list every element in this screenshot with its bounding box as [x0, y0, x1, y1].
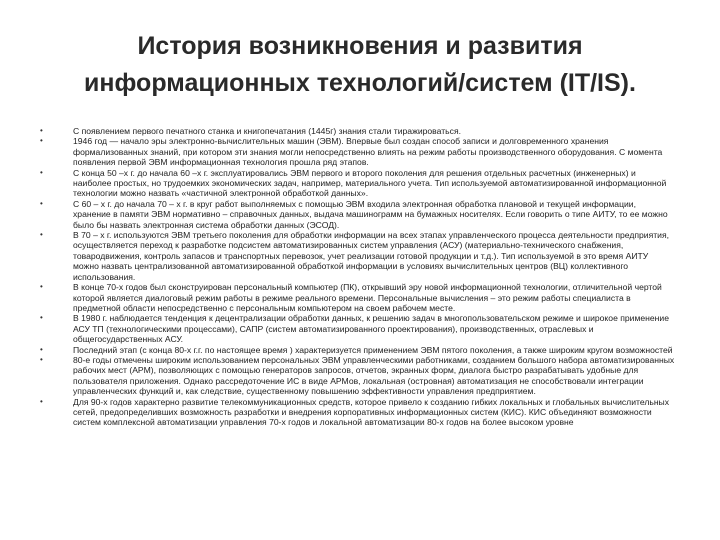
bullet-marker: • [40, 126, 43, 135]
bullet-list [40, 126, 675, 428]
bullet-item [40, 136, 675, 167]
bullet-item [40, 397, 675, 428]
bullet-item [40, 355, 675, 397]
bullet-item [40, 199, 675, 230]
title-line-2: информационных технологий/систем (IT/IS). [84, 69, 636, 97]
bullet-text: Для 90-х годов характерно развитие телекоммуникационных средств, которое привело к созданию гибких локальных и глобальных вычислительных сетей, предопределивших возможность разработки и внедрения корпоративных информационных систем (КИС). КИС объединяют возможности систем комплексной автоматизации управления 70-х годов и локальной автоматизации 80-х годов на более высоком уровне [73, 396, 670, 428]
bullet-text: 1946 год — начало эры электронно-вычислительных машин (ЭВМ). Впервые был создан способ записи и долговременного хранения формализованных знаний, при котором эти знания могли непосредственно влиять на режим работы производственного оборудования. С момента появления первой ЭВМ информационная технология прошла ряд этапов. [73, 136, 663, 168]
bullet-text: 80-е годы отмечены широким использованием персональных ЭВМ управленческими работниками, созданием большого набора автоматизированных рабочих мест (АРМ), позволяющих с помощью генераторов запросов, отчетов, экранных форм, диалога быстро разрабатывать удобные для пользователя приложения. Однако рассредоточение ИС в виде АРМов, локальная (островная) автоматизация не способствовали интеграции управленческих функций и, как следствие, существенному повышению эффективности управления предприятием. [73, 354, 675, 397]
bullet-marker: • [40, 396, 43, 406]
bullet-marker: • [40, 313, 43, 323]
bullet-marker: • [40, 282, 43, 292]
bullet-text: В 1980 г. наблюдается тенденция к децентрализации обработки данных, к решению задач в многопользовательском режиме и широкое применение АСУ ТП (технологическими процессами), САПР (систем автоматизированного проектирования), производственных, отраслевых и общегосударственных АСУ. [73, 313, 670, 345]
bullet-item [40, 126, 675, 136]
title-line-1: История возникновения и развития [137, 32, 583, 60]
bullet-marker: • [40, 198, 43, 208]
bullet-text: В конце 70-х годов был сконструирован персональный компьютер (ПК), открывший эру новой информационной технологии, отличительной чертой которой является диалоговый режим работы в режиме реального времени. Персональные вычисления – это режим работы специалиста в предметной области непосредственно с персональным компьютером на своем рабочем месте. [73, 282, 662, 313]
bullet-text: С конца 50 –х г. до начала 60 –х г. эксплуатировались ЭВМ первого и второго поколения для решения отдельных расчетных (инженерных) и наиболее простых, но трудоемких экономических задач, например, материального учета. Тип используемой автоматизированной информационной технологии можно назвать «частичной электронной обработкой данных». [73, 167, 667, 199]
bullet-marker: • [40, 136, 43, 146]
slide-title [40, 28, 680, 102]
bullet-text: С 60 – х г. до начала 70 – х г. в круг работ выполняемых с помощью ЭВМ входила электронная обработка плановой и текущей информации, хранение в памяти ЭВМ нормативно – справочных данных, выдача машинограмм на бумажных носителях. Если говорить о типе АИТУ, то ее можно было бы назвать электронная система обработки данных (ЭСОД). [73, 198, 668, 230]
bullet-text: Последний этап (с конца 80-х г.г. по настоящее время ) характеризуется применением ЭВМ пятого поколения, а также широким кругом возможностей [73, 344, 673, 355]
bullet-text: С появлением первого печатного станка и книгопечатания (1445г) знания стали тиражироваться. [73, 126, 461, 136]
bullet-item [40, 230, 675, 282]
bullet-item [40, 345, 675, 355]
bullet-marker: • [40, 344, 43, 354]
bullet-marker: • [40, 167, 43, 177]
bullet-text: В 70 – х г. используются ЭВМ третьего поколения для обработки информации на всех этапах управленческого процесса деятельности предприятия, осуществляется переход к разработке подсистем автоматизированных систем управления (АСУ) (материально-технического снабжения, товародвижения, контроль запасов и транспортных перевозок, учет реализации готовой продукции и т.д.). Тип используемой в это время АИТУ можно назвать централизованной автоматизированной обработкой информации в условиях вычислительных центров (ВЦ) коллективного использования. [73, 230, 670, 282]
bullet-item [40, 282, 675, 313]
bullet-marker: • [40, 354, 43, 364]
bullet-item [40, 313, 675, 344]
bullet-item [40, 168, 675, 199]
bullet-marker: • [40, 230, 43, 240]
